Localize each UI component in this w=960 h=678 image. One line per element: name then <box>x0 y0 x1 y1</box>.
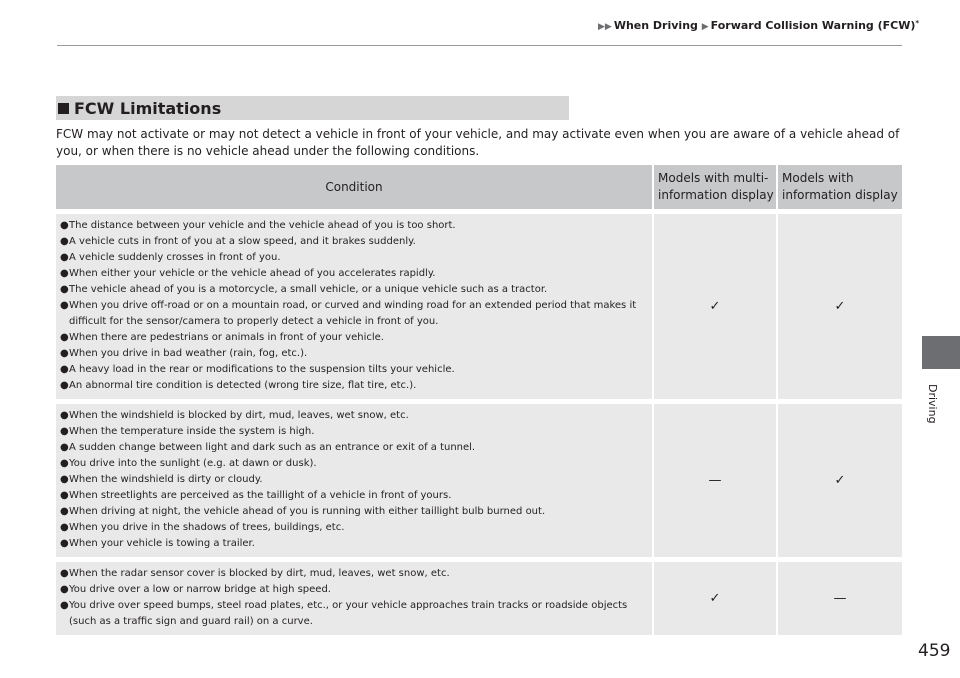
condition-text: An abnormal tire condition is detected (wrong tire size, flat tire, etc.). <box>69 380 417 391</box>
table-row <box>56 562 902 635</box>
list-item <box>60 378 648 394</box>
list-item <box>60 234 648 250</box>
condition-text: The distance between your vehicle and the vehicle ahead of you is too short. <box>69 220 456 231</box>
condition-text: A sudden change between light and dark such as an entrance or exit of a tunnel. <box>69 442 476 453</box>
condition-text: When streetlights are perceived as the taillight of a vehicle in front of yours. <box>69 490 452 501</box>
condition-cell <box>56 562 654 635</box>
condition-text: When driving at night, the vehicle ahead of you is running with either taillight bulb burned out. <box>69 506 546 517</box>
info-display-mark: ✓ <box>778 214 902 399</box>
list-item <box>60 566 648 582</box>
info-display-mark: ✓ <box>778 404 902 557</box>
bullet-icon: ● <box>60 600 69 611</box>
list-item <box>60 408 648 424</box>
bullet-icon: ● <box>60 364 69 375</box>
condition-text: You drive over speed bumps, steel road plates, etc., or your vehicle approaches train tracks or roadside objects (such as a traffic sign and guard rail) on a curve. <box>69 600 628 627</box>
info-display-mark: — <box>778 562 902 635</box>
bullet-icon: ● <box>60 458 69 469</box>
condition-cell <box>56 214 654 399</box>
condition-text: When the windshield is blocked by dirt, mud, leaves, wet snow, etc. <box>69 410 409 421</box>
breadcrumb <box>598 19 919 32</box>
bullet-icon: ● <box>60 522 69 533</box>
column-header: Models with information display <box>778 165 902 209</box>
bullet-icon: ● <box>60 284 69 295</box>
bullet-icon: ● <box>60 506 69 517</box>
bullet-icon: ● <box>60 348 69 359</box>
column-header: Models with multi-information display <box>654 165 778 209</box>
list-item <box>60 440 648 456</box>
bullet-icon: ● <box>60 220 69 231</box>
condition-text: A vehicle cuts in front of you at a slow speed, and it brakes suddenly. <box>69 236 416 247</box>
limitations-table <box>56 165 902 635</box>
square-icon <box>58 103 69 114</box>
list-item <box>60 536 648 552</box>
table-row <box>56 404 902 557</box>
bullet-icon: ● <box>60 568 69 579</box>
triangle-icon: ▶ <box>701 22 709 32</box>
condition-text: When you drive off-road or on a mountain road, or curved and winding road for an extended period that makes it difficult for the sensor/camera to properly detect a vehicle in front of you. <box>69 300 637 327</box>
bullet-icon: ● <box>60 332 69 343</box>
condition-text: When you drive in the shadows of trees, buildings, etc. <box>69 522 345 533</box>
bullet-icon: ● <box>60 380 69 391</box>
condition-text: When you drive in bad weather (rain, fog, etc.). <box>69 348 308 359</box>
bullet-icon: ● <box>60 252 69 263</box>
list-item <box>60 472 648 488</box>
list-item <box>60 282 648 298</box>
bullet-icon: ● <box>60 474 69 485</box>
condition-text: A vehicle suddenly crosses in front of you. <box>69 252 281 263</box>
list-item <box>60 424 648 440</box>
bullet-icon: ● <box>60 300 69 311</box>
condition-text: When either your vehicle or the vehicle ahead of you accelerates rapidly. <box>69 268 436 279</box>
multi-display-mark: ✓ <box>654 562 778 635</box>
list-item <box>60 488 648 504</box>
list-item <box>60 250 648 266</box>
condition-text: A heavy load in the rear or modifications to the suspension tilts your vehicle. <box>69 364 455 375</box>
list-item <box>60 330 648 346</box>
bullet-icon: ● <box>60 442 69 453</box>
intro-paragraph: FCW may not activate or may not detect a vehicle in front of your vehicle, and may activate even when you are aware of a vehicle ahead of you, or when there is no vehicle ahead under the following conditions. <box>56 127 900 158</box>
condition-text: The vehicle ahead of you is a motorcycle, a small vehicle, or a unique vehicle such as a tractor. <box>69 284 548 295</box>
list-item <box>60 456 648 472</box>
triangle-icon: ▶▶ <box>598 22 612 32</box>
condition-cell <box>56 404 654 557</box>
section-title: FCW Limitations <box>74 98 222 118</box>
condition-text: When the radar sensor cover is blocked by dirt, mud, leaves, wet snow, etc. <box>69 568 450 579</box>
bullet-icon: ● <box>60 490 69 501</box>
breadcrumb-item: When Driving <box>613 19 698 32</box>
condition-text: When your vehicle is towing a trailer. <box>69 538 255 549</box>
table-row <box>56 214 902 399</box>
side-tab-label: Driving <box>926 384 939 424</box>
header-rule <box>57 45 902 46</box>
bullet-icon: ● <box>60 538 69 549</box>
page-number: 459 <box>918 641 951 661</box>
bullet-icon: ● <box>60 236 69 247</box>
list-item <box>60 520 648 536</box>
list-item <box>60 218 648 234</box>
list-item <box>60 582 648 598</box>
asterisk: * <box>915 19 920 27</box>
column-header: Condition <box>56 165 654 209</box>
section-heading <box>56 96 569 120</box>
condition-text: You drive over a low or narrow bridge at high speed. <box>69 584 331 595</box>
bullet-icon: ● <box>60 268 69 279</box>
list-item <box>60 346 648 362</box>
list-item <box>60 362 648 378</box>
bullet-icon: ● <box>60 584 69 595</box>
bullet-icon: ● <box>60 410 69 421</box>
list-item <box>60 266 648 282</box>
list-item <box>60 504 648 520</box>
condition-text: You drive into the sunlight (e.g. at dawn or dusk). <box>69 458 317 469</box>
condition-text: When the windshield is dirty or cloudy. <box>69 474 263 485</box>
list-item <box>60 298 648 330</box>
bullet-icon: ● <box>60 426 69 437</box>
list-item <box>60 598 648 630</box>
multi-display-mark: ✓ <box>654 214 778 399</box>
multi-display-mark: — <box>654 404 778 557</box>
condition-text: When there are pedestrians or animals in front of your vehicle. <box>69 332 384 343</box>
condition-text: When the temperature inside the system is high. <box>69 426 315 437</box>
side-tab <box>922 336 960 369</box>
breadcrumb-item: Forward Collision Warning (FCW) <box>710 19 916 32</box>
